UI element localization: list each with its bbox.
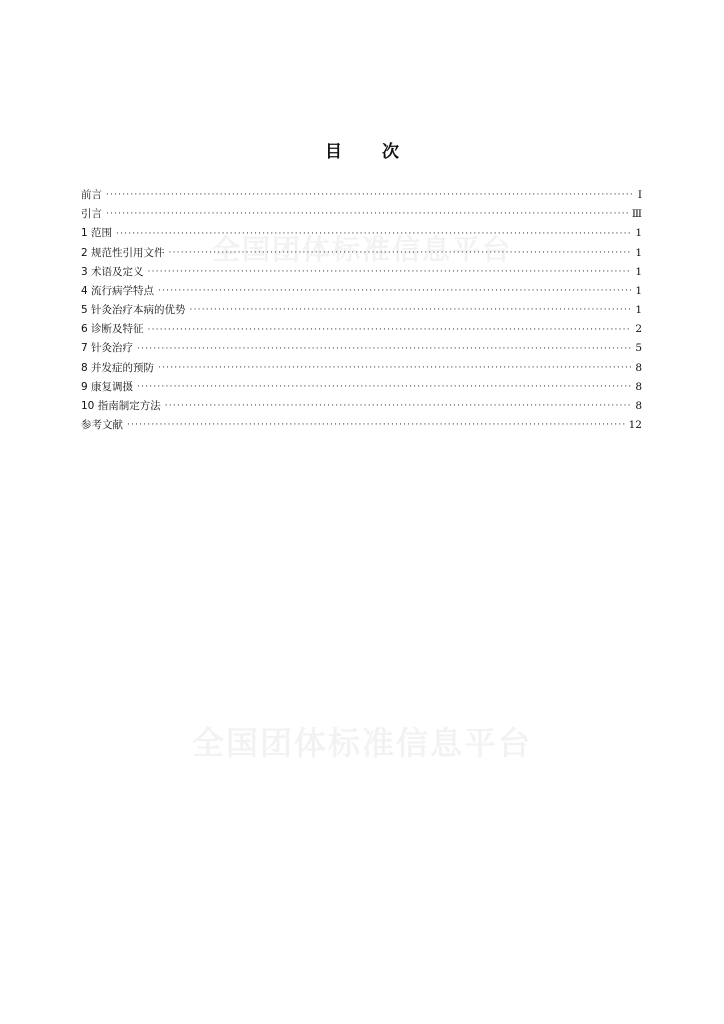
- toc-entry-epidemiology[interactable]: [81, 282, 642, 301]
- toc-entry-references[interactable]: [81, 416, 642, 435]
- toc-page-number: 8: [635, 380, 642, 393]
- toc-entry-rehabilitation[interactable]: [81, 378, 642, 397]
- dot-leader: [158, 282, 631, 301]
- toc-label: 前言: [81, 188, 102, 201]
- toc-label: 参考文献: [81, 419, 123, 432]
- toc-label: 3 术语及定义: [81, 265, 144, 278]
- toc-entry-acupuncture-advantages[interactable]: [81, 301, 642, 320]
- watermark-top: 全国团体标准信息平台: [211, 233, 512, 266]
- toc-label: 1 范围: [81, 227, 113, 240]
- watermark-middle: 全国团体标准信息平台: [191, 724, 532, 762]
- toc-page-number: 1: [635, 284, 642, 297]
- toc-entry-complication-prevention[interactable]: [81, 359, 642, 378]
- title-char-2: 次: [382, 142, 399, 162]
- toc-label: 引言: [81, 208, 102, 221]
- dot-leader: [169, 244, 632, 263]
- dot-leader: [137, 340, 631, 359]
- toc-page-number: 1: [635, 304, 642, 317]
- toc-entry-scope[interactable]: [81, 224, 642, 243]
- toc-entry-diagnosis[interactable]: [81, 320, 642, 339]
- dot-leader: [106, 205, 628, 224]
- toc-entry-terms-definitions[interactable]: [81, 263, 642, 282]
- table-of-contents: [81, 186, 642, 435]
- toc-page-number: Ⅲ: [631, 208, 642, 221]
- title-char-1: 目: [325, 142, 342, 162]
- toc-page-number: 8: [635, 400, 642, 413]
- dot-leader: [148, 263, 632, 282]
- dot-leader: [137, 378, 631, 397]
- dot-leader: [158, 359, 631, 378]
- toc-page-number: Ⅰ: [637, 188, 642, 201]
- toc-label: 2 规范性引用文件: [81, 246, 165, 259]
- dot-leader: [116, 225, 631, 244]
- toc-page-number: 1: [635, 227, 642, 240]
- toc-page-number: 2: [635, 323, 642, 336]
- toc-label: 7 针灸治疗: [81, 342, 134, 355]
- toc-page-number: 8: [635, 361, 642, 374]
- toc-entry-acupuncture-treatment[interactable]: [81, 340, 642, 359]
- toc-label: 6 诊断及特征: [81, 323, 144, 336]
- toc-label: 10 指南制定方法: [81, 400, 161, 413]
- dot-leader: [190, 301, 632, 320]
- toc-label: 4 流行病学特点: [81, 284, 155, 297]
- dot-leader: [106, 186, 632, 205]
- toc-page-number: 12: [628, 419, 642, 432]
- toc-entry-foreword[interactable]: [81, 186, 642, 205]
- toc-page-number: 1: [635, 265, 642, 278]
- dot-leader: [148, 321, 632, 340]
- toc-entry-guideline-method[interactable]: [81, 397, 642, 416]
- toc-label: 9 康复调摄: [81, 380, 134, 393]
- toc-page-number: 1: [635, 246, 642, 259]
- dot-leader: [127, 416, 625, 435]
- toc-entry-introduction[interactable]: [81, 205, 642, 224]
- dot-leader: [165, 397, 632, 416]
- toc-label: 5 针灸治疗本病的优势: [81, 304, 186, 317]
- toc-label: 8 并发症的预防: [81, 361, 155, 374]
- toc-entry-normative-references[interactable]: [81, 244, 642, 263]
- page-title: [0, 137, 724, 162]
- toc-page-number: 5: [635, 342, 642, 355]
